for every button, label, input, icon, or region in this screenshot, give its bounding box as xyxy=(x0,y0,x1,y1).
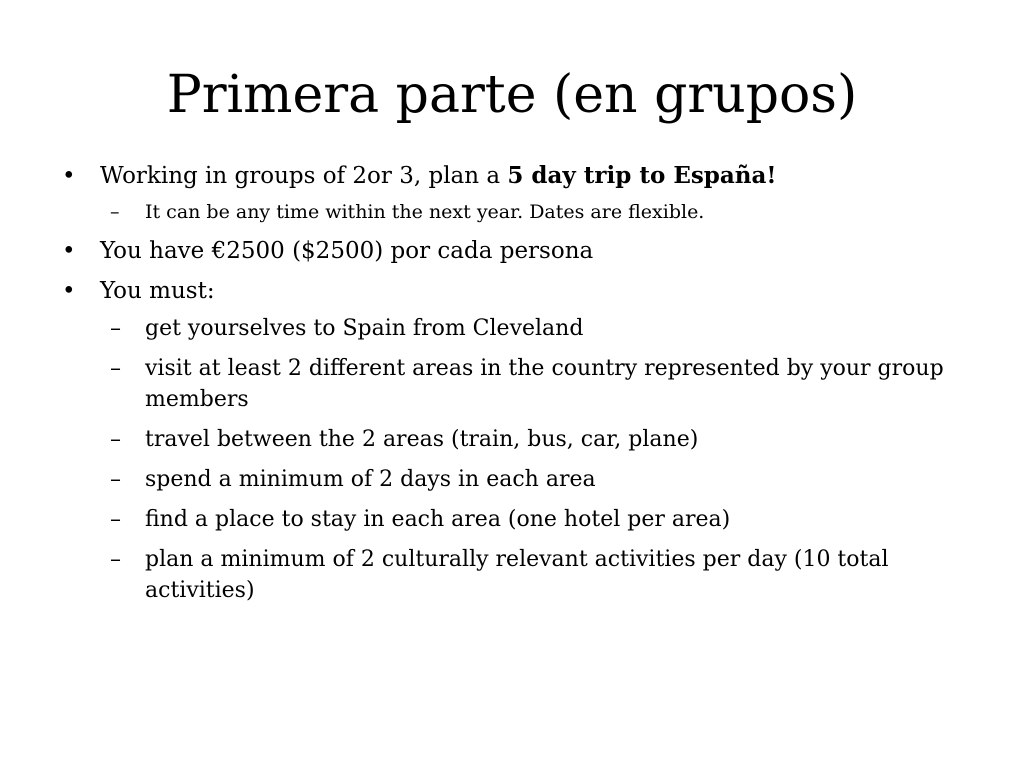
bullet-icon: • xyxy=(62,278,76,304)
sub-bullet-text: It can be any time within the next year. Dates are flexible. xyxy=(145,201,705,223)
dash-icon: – xyxy=(110,201,120,223)
dash-icon: – xyxy=(110,507,121,532)
sub-bullet-list xyxy=(100,313,970,606)
dash-icon: – xyxy=(110,316,121,341)
sub-bullet-text: spend a minimum of 2 days in each area xyxy=(145,467,596,492)
bullet-item-budget xyxy=(60,235,970,267)
dash-icon: – xyxy=(110,427,121,452)
sub-bullet-item-activities xyxy=(60,544,970,606)
bullet-item-requirements xyxy=(60,275,970,606)
sub-bullet-item-travel-to-spain xyxy=(60,313,970,344)
dash-icon: – xyxy=(110,356,121,381)
bullet-text: Working in groups of 2or 3, plan a xyxy=(100,163,508,189)
sub-bullet-item-min-days xyxy=(60,464,970,495)
sub-bullet-item-travel-between xyxy=(60,424,970,455)
slide-title: Primera parte (en grupos) xyxy=(166,65,858,125)
bullet-item-plan-trip xyxy=(60,160,970,226)
sub-bullet-item-visit-areas xyxy=(60,353,970,415)
sub-bullet-text: get yourselves to Spain from Cleveland xyxy=(145,316,584,341)
sub-bullet-text: plan a minimum of 2 culturally relevant activities per day (10 total activities) xyxy=(145,547,889,603)
bullet-list xyxy=(60,160,970,606)
bullet-text: You must: xyxy=(100,278,215,304)
dash-icon: – xyxy=(110,547,121,572)
bullet-icon: • xyxy=(62,238,76,264)
bullet-text: You have €2500 ($2500) por cada persona xyxy=(100,238,594,264)
bullet-icon: • xyxy=(62,163,76,189)
slide-content xyxy=(60,160,970,615)
sub-bullet-list xyxy=(100,198,970,226)
sub-bullet-text: travel between the 2 areas (train, bus, car, plane) xyxy=(145,427,699,452)
sub-bullet-item-hotel xyxy=(60,504,970,535)
sub-bullet-text: visit at least 2 different areas in the country represented by your group members xyxy=(145,356,944,412)
bullet-text-bold: 5 day trip to España! xyxy=(507,162,777,189)
sub-bullet-item-dates xyxy=(60,198,970,226)
sub-bullet-text: find a place to stay in each area (one hotel per area) xyxy=(145,507,731,532)
dash-icon: – xyxy=(110,467,121,492)
